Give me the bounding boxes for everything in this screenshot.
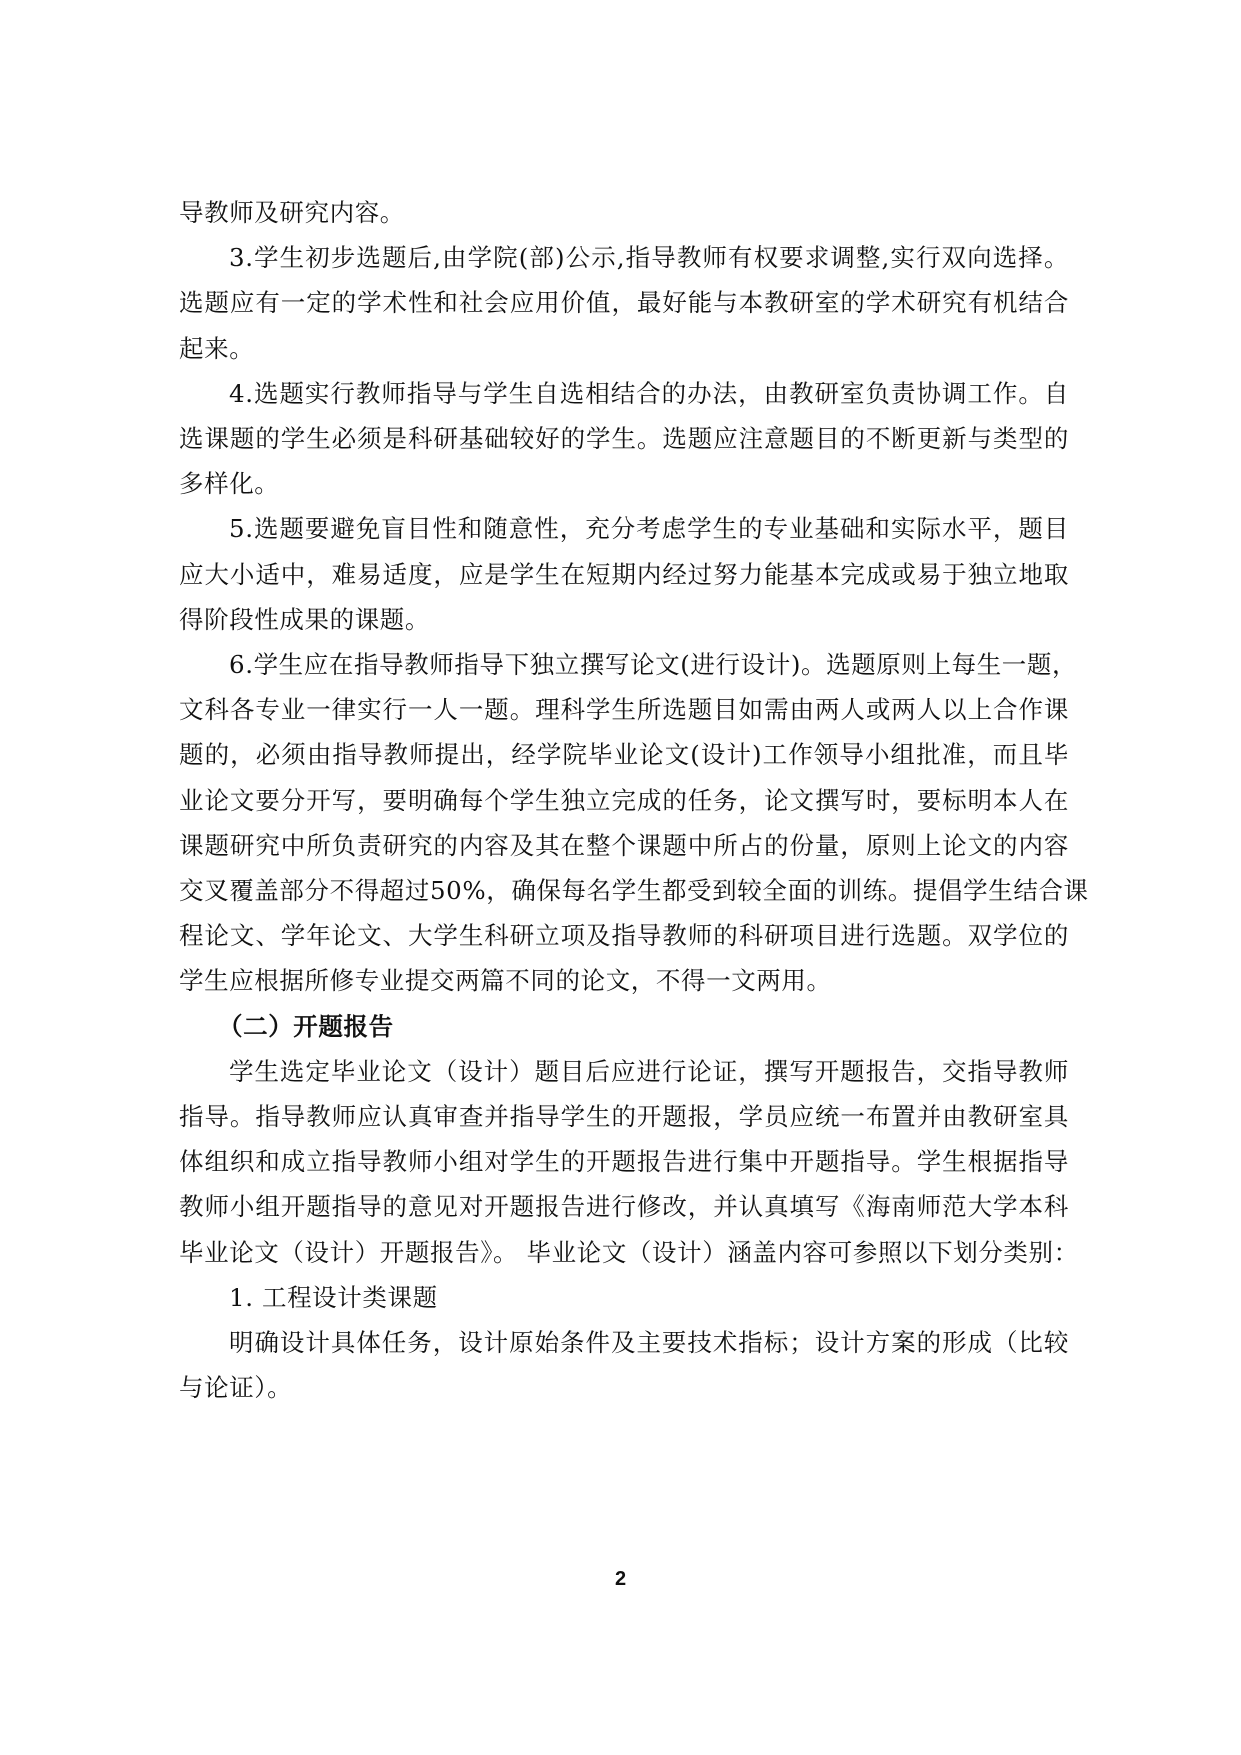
paragraph-line: 3.学生初步选题后,由学院(部)公示,指导教师有权要求调整,实行双向选择。 bbox=[229, 243, 1069, 272]
paragraph-line: 多样化。 bbox=[179, 469, 280, 498]
paragraph-line: 学生选定毕业论文（设计）题目后应进行论证，撰写开题报告，交指导教师 bbox=[229, 1057, 1069, 1086]
paragraph-line: 得阶段性成果的课题。 bbox=[179, 605, 430, 634]
paragraph-line: 业论文要分开写，要明确每个学生独立完成的任务，论文撰写时，要标明本人在 bbox=[179, 786, 1069, 815]
paragraph-line: 5.选题要避免盲目性和随意性，充分考虑学生的专业基础和实际水平，题目 bbox=[229, 514, 1069, 543]
paragraph-line: 题的，必须由指导教师提出，经学院毕业论文(设计)工作领导小组批准，而且毕 bbox=[179, 740, 1069, 769]
paragraph-line: 与论证）。 bbox=[179, 1373, 293, 1402]
paragraph-line: 1. 工程设计类课题 bbox=[229, 1283, 438, 1312]
paragraph-line: 文科各专业一律实行一人一题。理科学生所选题目如需由两人或两人以上合作课 bbox=[179, 695, 1069, 724]
paragraph-line: 学生应根据所修专业提交两篇不同的论文，不得一文两用。 bbox=[179, 966, 832, 995]
paragraph-line: 课题研究中所负责研究的内容及其在整个课题中所占的份量，原则上论文的内容 bbox=[179, 831, 1069, 860]
paragraph-line: 体组织和成立指导教师小组对学生的开题报告进行集中开题指导。学生根据指导 bbox=[179, 1147, 1069, 1176]
paragraph-line: 明确设计具体任务，设计原始条件及主要技术指标；设计方案的形成（比较 bbox=[229, 1328, 1069, 1357]
paragraph-line: 交叉覆盖部分不得超过50%，确保每名学生都受到较全面的训练。提倡学生结合课 bbox=[179, 876, 1089, 905]
paragraph-line: 选题应有一定的学术性和社会应用价值，最好能与本教研室的学术研究有机结合 bbox=[179, 288, 1069, 317]
paragraph-line: 指导。指导教师应认真审查并指导学生的开题报，学员应统一布置并由教研室具 bbox=[179, 1102, 1069, 1131]
paragraph-line: 教师小组开题指导的意见对开题报告进行修改，并认真填写《海南师范大学本科 bbox=[179, 1192, 1069, 1221]
paragraph-line: 程论文、学年论文、大学生科研立项及指导教师的科研项目进行选题。双学位的 bbox=[179, 921, 1069, 950]
paragraph-line: 毕业论文（设计）开题报告》。 毕业论文（设计）涵盖内容可参照以下划分类别： bbox=[179, 1238, 1079, 1267]
paragraph-line: 选课题的学生必须是科研基础较好的学生。选题应注意题目的不断更新与类型的 bbox=[179, 424, 1069, 453]
page-number: 2 bbox=[614, 1568, 627, 1590]
paragraph-line: 4.选题实行教师指导与学生自选相结合的办法，由教研室负责协调工作。自 bbox=[229, 379, 1069, 408]
paragraph-line: 6.学生应在指导教师指导下独立撰写论文(进行设计)。选题原则上每生一题， bbox=[229, 650, 1078, 679]
paragraph-line: 导教师及研究内容。 bbox=[179, 198, 405, 227]
paragraph-line: 应大小适中，难易适度，应是学生在短期内经过努力能基本完成或易于独立地取 bbox=[179, 560, 1069, 589]
paragraph-line: 起来。 bbox=[179, 334, 255, 363]
section-heading: （二）开题报告 bbox=[218, 1012, 394, 1041]
